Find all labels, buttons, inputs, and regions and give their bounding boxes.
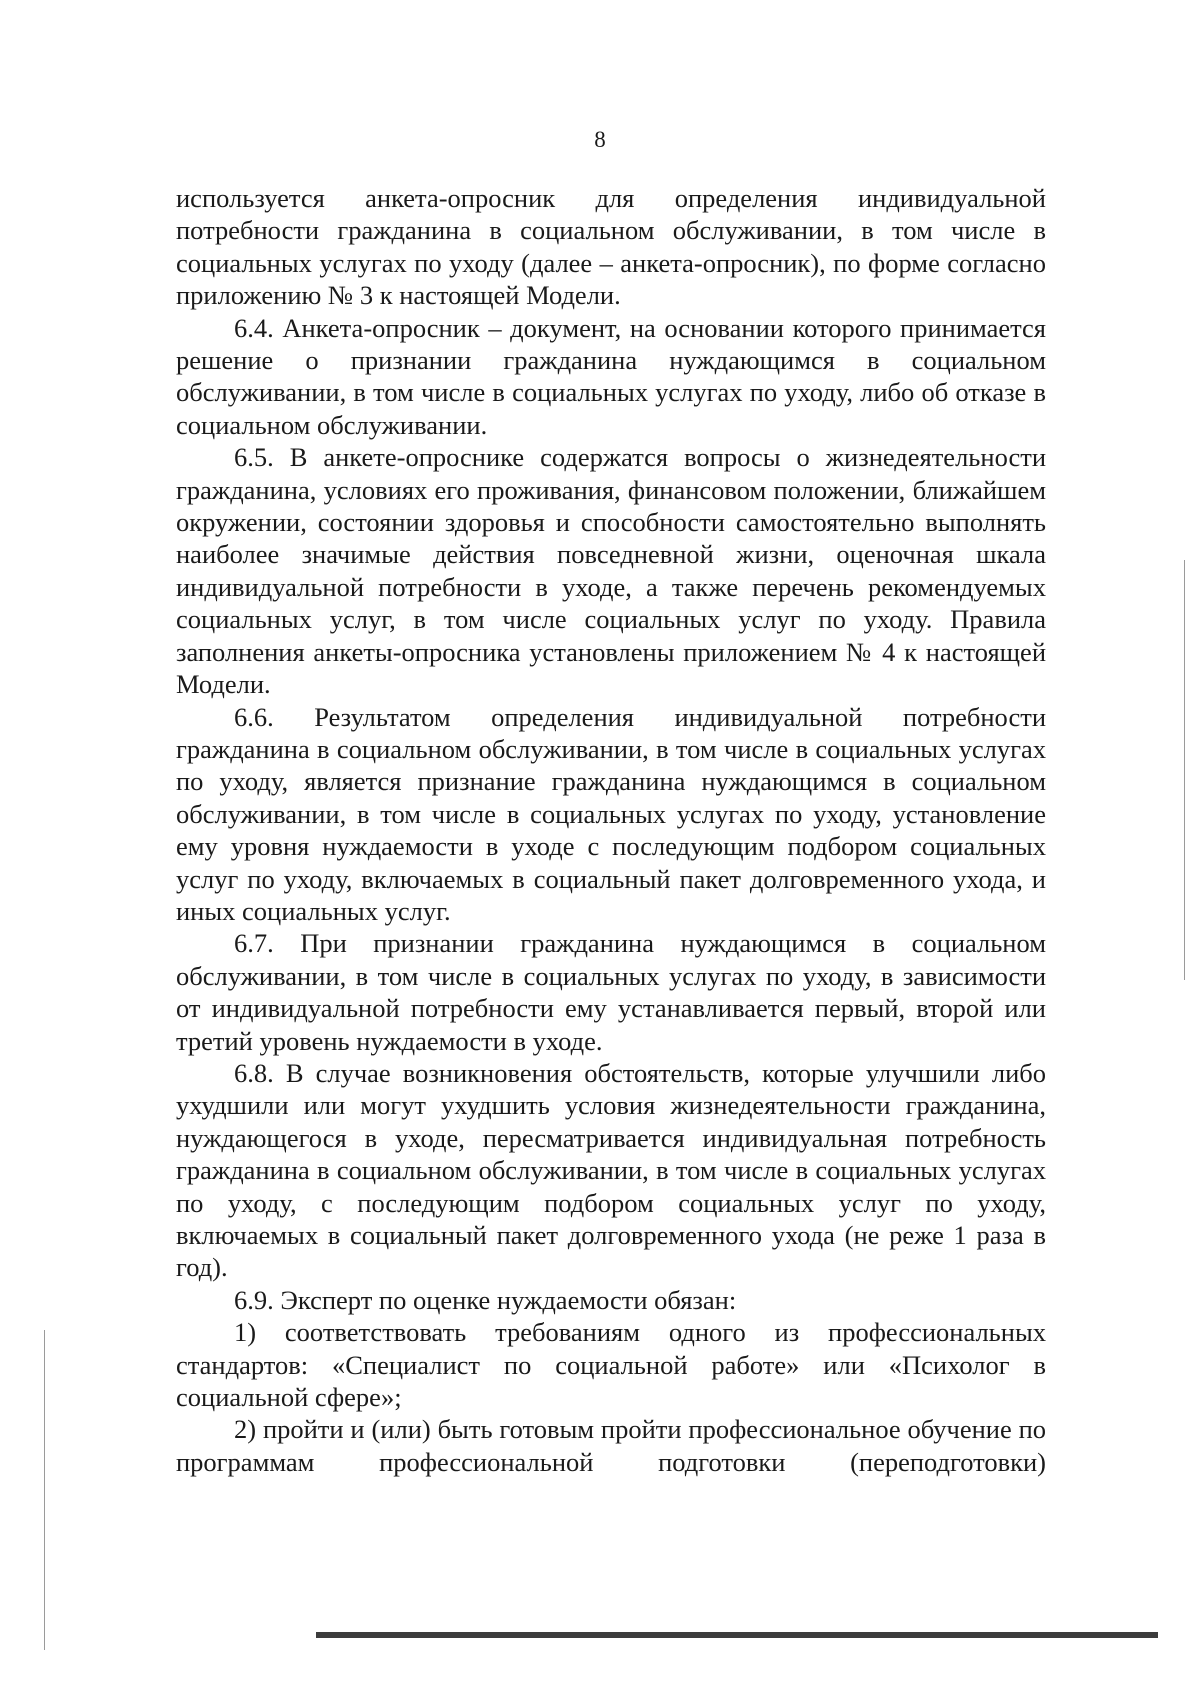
list-item-1: 1) соответствовать требованиям одного из профессиональных стандартов: «Специалист по социальной работе» или «Психолог в социальной сфере»; [176,1317,1046,1413]
paragraph-6-4: 6.4. Анкета-опросник – документ, на основании которого принимается решение о признании гражданина нуждающимся в социальном обслуживании, в том числе в социальных услугах по уходу, либо об отказе в социальном обслуживании. [176,312,1046,440]
paragraph-6-9: 6.9. Эксперт по оценке нуждаемости обязан: [234,1284,737,1315]
paragraph-6-8: 6.8. В случае возникновения обстоятельств, которые улучшили либо ухудшили или могут ухудшить условия жизнедеятельности гражданина, нуждающегося в уходе, пересматривается индивидуальная потребность гражданина в социальном обслуживании, в том числе в социальных услугах по уходу, с последующим подбором социальных услуг по уходу, включаемых в социальный пакет долговременного ухода (не реже 1 раза в год). [176,1057,1046,1283]
paragraph-6-7: 6.7. При признании гражданина нуждающимся в социальном обслуживании, в том числе в социальных услугах по уходу, в зависимости от индивидуальной потребности ему устанавливается первый, второй или третий уровень нуждаемости в уходе. [176,928,1046,1056]
page-number: 8 [594,127,606,152]
bottom-scan-line [316,1632,1158,1638]
document-body [176,182,1046,1478]
scan-artifact-right [1184,560,1185,980]
paragraph-6-6: 6.6. Результатом определения индивидуальной потребности гражданина в социальном обслуживании, в том числе в социальных услугах по уходу, является признание гражданина нуждающимся в социальном обслуживании, в том числе в социальных услугах по уходу, установление ему уровня нуждаемости в уходе с последующим подбором социальных услуг по уходу, включаемых в социальный пакет долговременного ухода, и иных социальных услуг. [176,701,1046,926]
paragraph-continuation: используется анкета-опросник для определения индивидуальной потребности гражданина в социальном обслуживании, в том числе в социальных услугах по уходу (далее – анкета-опросник), по форме согласно приложению № 3 к настоящей Модели. [176,183,1046,311]
list-item-2: 2) пройти и (или) быть готовым пройти профессиональное обучение по программам профессиональной подготовки (переподготовки) [176,1414,1046,1477]
paragraph-6-5: 6.5. В анкете-опроснике содержатся вопросы о жизнедеятельности гражданина, условиях его проживания, финансовом положении, ближайшем окружении, состоянии здоровья и способности самостоятельно выполнять наиболее значимые действия повседневной жизни, оценочная шкала индивидуальной потребности в уходе, а также перечень рекомендуемых социальных услуг, в том числе социальных услуг по уходу. Правила заполнения анкеты-опросника установлены приложением № 4 к настоящей Модели. [176,442,1046,700]
scan-artifact-left [44,1330,45,1650]
